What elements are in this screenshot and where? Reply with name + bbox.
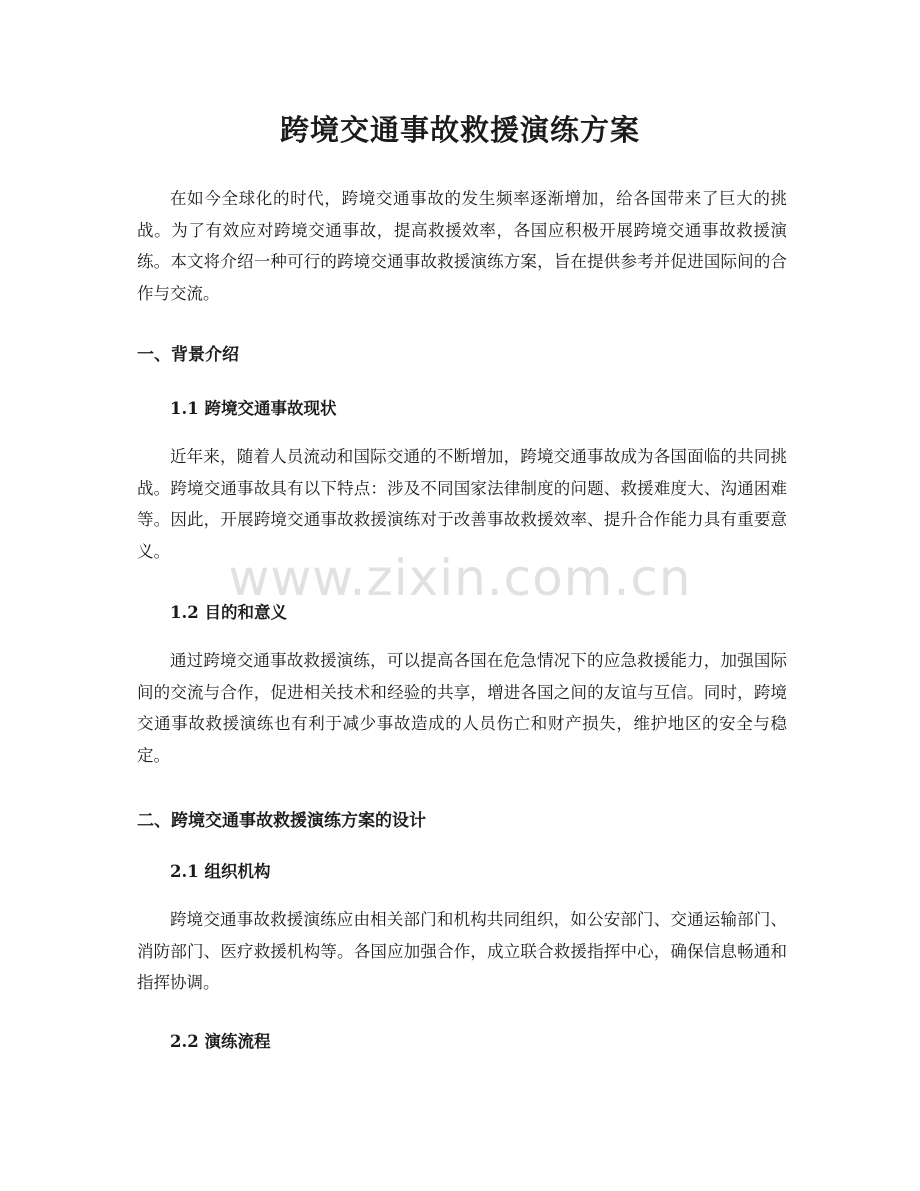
intro-paragraph: 在如今全球化的时代，跨境交通事故的发生频率逐渐增加，给各国带来了巨大的挑战。为了有效应对跨境交通事故，提高救援效率，各国应积极开展跨境交通事故救援演练。本文将介绍一种可行的跨境交通事故救援演练方案，旨在提供参考并促进国际间的合作与交流。 [137, 189, 787, 304]
paragraph-organization: 跨境交通事故救援演练应由相关部门和机构共同组织，如公安部门、交通运输部门、消防部门、医疗救援机构等。各国应加强合作，成立联合救援指挥中心，确保信息畅通和指挥协调。 [137, 910, 787, 993]
subsection-heading-organization: 2.1 组织机构 [170, 862, 271, 881]
document-title: 跨境交通事故救援演练方案 [279, 113, 640, 147]
paragraph-current-status: 近年来，随着人员流动和国际交通的不断增加，跨境交通事故成为各国面临的共同挑战。跨境交通事故具有以下特点：涉及不同国家法律制度的问题、救援难度大、沟通困难等。因此，开展跨境交通事故救援演练对于改善事故救援效率、提升合作能力具有重要意义。 [137, 447, 787, 562]
paragraph-purpose: 通过跨境交通事故救援演练，可以提高各国在危急情况下的应急救援能力，加强国际间的交流与合作，促进相关技术和经验的共享，增进各国之间的友谊与互信。同时，跨境交通事故救援演练也有利于减少事故造成的人员伤亡和财产损失，维护地区的安全与稳定。 [137, 651, 787, 766]
section-heading-background: 一、背景介绍 [137, 345, 239, 365]
subsection-heading-drill-process: 2.2 演练流程 [170, 1032, 271, 1051]
watermark: www.zixin.com.cn [228, 549, 692, 607]
subsection-heading-purpose: 1.2 目的和意义 [170, 603, 287, 622]
section-heading-design: 二、跨境交通事故救援演练方案的设计 [137, 811, 426, 831]
subsection-heading-current-status: 1.1 跨境交通事故现状 [170, 399, 337, 418]
